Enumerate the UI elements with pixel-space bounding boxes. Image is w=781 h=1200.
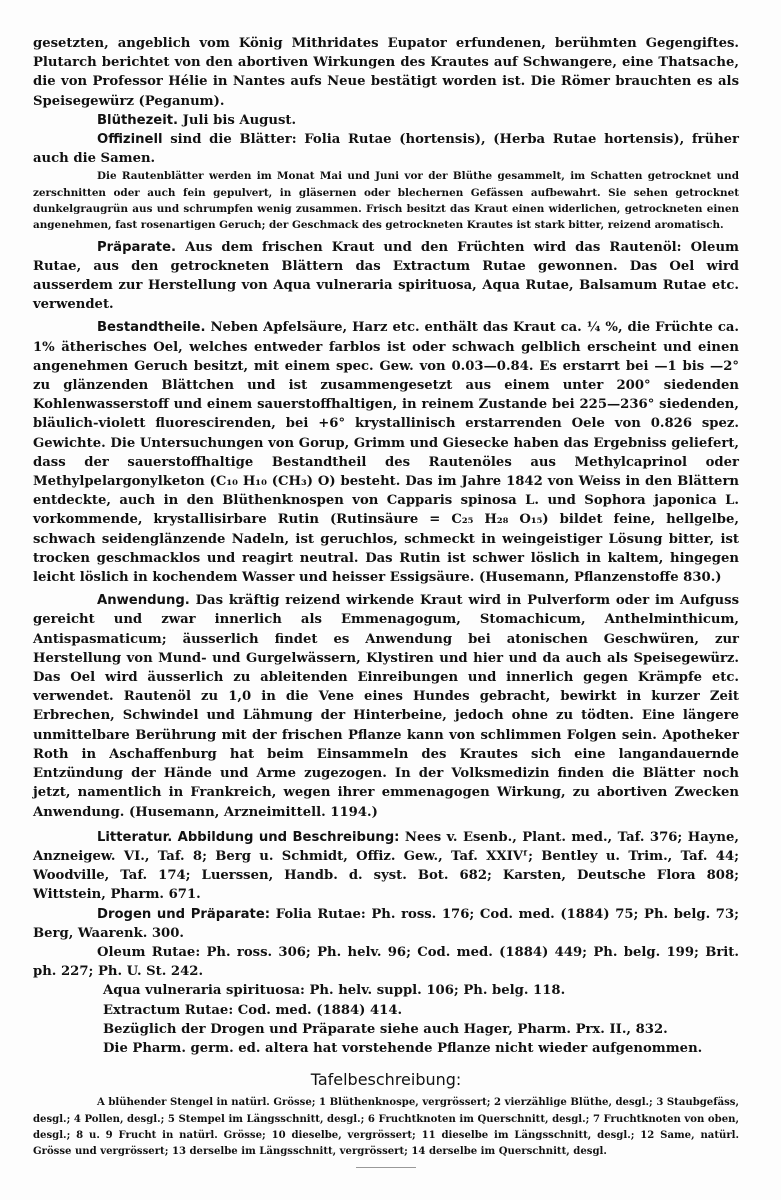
bluethezeit-paragraph xyxy=(33,111,739,130)
extractum-line: Extractum Rutae: Cod. med. (1884) 414. xyxy=(103,1002,403,1018)
praeparate-paragraph xyxy=(33,238,739,315)
drogen-paragraph xyxy=(33,905,739,943)
aqua-line: Aqua vulneraria spirituosa: Ph. helv. suppl. 106; Ph. belg. 118. xyxy=(103,983,566,999)
tafelbeschreibung-title: Tafelbeschreibung: xyxy=(310,1070,462,1090)
bluethezeit-text: Juli bis August. xyxy=(178,112,297,128)
praeparate-text: Aus dem frischen Kraut und den Früchten wird das Rautenöl: Oleum Rutae, aus den getrockneten Blättern das Extractum Rutae gewonnen. Das Oel wird ausserdem zur Herstellung von Aqua vulneraria spirituosa, Aqua Rutae, Balsamum Rutae etc. verwendet. xyxy=(33,239,739,313)
bestandtheile-paragraph xyxy=(33,318,739,587)
intro-paragraph: gesetzten, angeblich vom König Mithridates Eupator erfundenen, berühmten Gegengiftes. Plutarch berichtet von den abortiven Wirkungen des Krautes auf Schwangere, eine Thatsache, die von Professor Hélie in Nantes aufs Neue bestätigt worden ist. Die Römer brauchten es als Speisegewürz (Peganum). xyxy=(33,36,739,109)
bestandtheile-text: Neben Apfelsäure, Harz etc. enthält das Kraut ca. ¼ %, die Früchte ca. 1% ätherisches Oel, welches entweder farblos ist oder schwach gelblich erscheint und einen angenehmen Geruch besitzt, mit einem spec. Gew. von 0.03—0.84. Es erstarrt bei —1 bis —2° zu glänzenden Blättchen und ist zusammengesetzt aus einem unter 200° siedenden Kohlenwasserstoff und einem sauerstoffhaltigen, in reinem Zustande bei 225—236° siedenden, bläulich-violett fluorescirenden, bei +6° krystallinisch erstarrenden Oele von 0.826 spez. Gewichte. Die Untersuchungen von Gorup, Grimm und Giesecke haben das Ergebniss geliefert, dass der sauerstoffhaltige Bestandtheil des Rautenöles aus Methylcaprinol oder Methylpelargonylketon (C₁₀ H₁₀ (CH₃) O) besteht. Das im Jahre 1842 von Weiss in den Blättern entdeckte, auch in den Blüthenknospen von Capparis spinosa L. und Sophora japonica L. vorkommende, krystallisirbare Rutin (Rutinsäure = C₂₅ H₂₈ O₁₅) bildet feine, hellgelbe, schwach seidenglänzende Nadeln, ist geruchlos, schmeckt in weingeistiger Lösung bitter, ist trocken geschmacklos und reagirt neutral. Das Rutin ist schwer löslich in kaltem, hingegen leicht löslich in kochendem Wasser und heisser Essigsäure. (Husemann, Pflanzenstoffe 830.) xyxy=(33,320,739,586)
litteratur-paragraph xyxy=(33,828,739,905)
bestandtheile-heading: Bestandtheile. xyxy=(97,320,206,336)
litteratur-subheading-1: Abbildung und Beschreibung: xyxy=(172,829,400,845)
offizinell-note: Die Rautenblätter werden im Monat Mai und Juni vor der Blüthe gesammelt, im Schatten getrocknet und zerschnitten oder auch fein gepulvert, in gläsernen oder blechernen Gefässen aufbewahrt. Sie sehen getrocknet dunkelgraugrün aus und schrumpfen wenig zusammen. Frisch besitzt das Kraut einen widerlichen, getrockneten einen angenehmen, fast rosenartigen Geruch; der Geschmack des getrockneten Krautes ist stark bitter, reizend aromatisch. xyxy=(33,170,739,232)
hager-line: Bezüglich der Drogen und Präparate siehe auch Hager, Pharm. Prx. II., 832. xyxy=(103,1021,668,1037)
litteratur-text-2: Folia Rutae: Ph. ross. 176; Cod. med. (1884) 75; Ph. belg. 73; Berg, Waarenk. 300. xyxy=(33,906,740,941)
litteratur-heading: Litteratur. xyxy=(97,829,173,845)
page-separator xyxy=(356,1167,416,1168)
pharm-germ-line: Die Pharm. germ. ed. altera hat vorstehende Pflanze nicht wieder aufgenommen. xyxy=(103,1040,703,1056)
anwendung-text: Das kräftig reizend wirkende Kraut wird in Pulverform oder im Aufguss gereicht und zwar innerlich als Emmenagogum, Stomachicum, Anthelminthicum, Antispasmaticum; äusserlich findet es Anwendung bei atonischen Geschwüren, zur Herstellung von Mund- und Gurgelwässern, Klystiren und hier und da auch als Speisegewürz. Das Oel wird äusserlich zu ableitenden Einreibungen und innerlich gegen Krämpfe etc. verwendet. Rautenöl zu 1,0 in die Vene eines Hundes gebracht, bewirkt in kurzer Zeit Erbrechen, Schwindel und Lähmung der Hinterbeine, jedoch ohne zu tödten. Eine längere unmittelbare Berührung mit der frischen Pflanze kann von schlimmen Folgen sein. Apotheker Roth in Aschaffenburg hat beim Einsammeln des Krautes sich eine langandauernde Entzündung der Hände und Arme zugezogen. In der Volksmedizin finden die Blätter noch jetzt, namentlich in Frankreich, wegen ihrer emmenagogen Wirkung, zu abortiven Zwecken Anwendung. (Husemann, Arzneimittell. 1194.) xyxy=(33,593,739,820)
bluethezeit-heading: Blüthezeit. xyxy=(97,112,179,128)
offizinell-heading: Offizinell xyxy=(97,132,163,148)
praeparate-heading: Präparate. xyxy=(97,239,177,255)
oleum-line: Oleum Rutae: Ph. ross. 306; Ph. helv. 96; Cod. med. (1884) 449; Ph. belg. 199; Brit. ph. 227; Ph. U. St. 242. xyxy=(33,944,739,980)
litteratur-text-1: Nees v. Esenb., Plant. med., Taf. 376; Hayne, Anzneigew. VI., Taf. 8; Berg u. Schmidt, Offiz. Gew., Taf. XXIVᶠ; Bentley u. Trim., Taf. 44; Woodville, Taf. 174; Luerssen, Handb. d. syst. Bot. 682; Karsten, Deutsche Flora 808; Wittstein, Pharm. 671. xyxy=(33,829,739,903)
litteratur-subheading-2: Drogen und Präparate: xyxy=(97,906,271,922)
offizinell-text: sind die Blätter: Folia Rutae (hortensis), (Herba Rutae hortensis), früher auch die Samen. xyxy=(33,132,739,167)
anwendung-heading: Anwendung. xyxy=(97,593,190,609)
tafelbeschreibung-text: A blühender Stengel in natürl. Grösse; 1 Blüthenknospe, vergrössert; 2 vierzählige Blüthe, desgl.; 3 Staubgefäss, desgl.; 4 Pollen, desgl.; 5 Stempel im Längsschnitt, desgl.; 6 Fruchtknoten im Querschnitt, desgl.; 7 Fruchtknoten von oben, desgl.; 8 u. 9 Frucht in natürl. Grösse; 10 dieselbe, vergrössert; 11 dieselbe im Längsschnitt, desgl.; 12 Same, natürl. Grösse und vergrössert; 13 derselbe im Längsschnitt, vergrössert; 14 derselbe im Querschnitt, desgl. xyxy=(33,1097,739,1158)
offizinell-paragraph xyxy=(33,130,739,168)
anwendung-paragraph xyxy=(33,591,739,821)
